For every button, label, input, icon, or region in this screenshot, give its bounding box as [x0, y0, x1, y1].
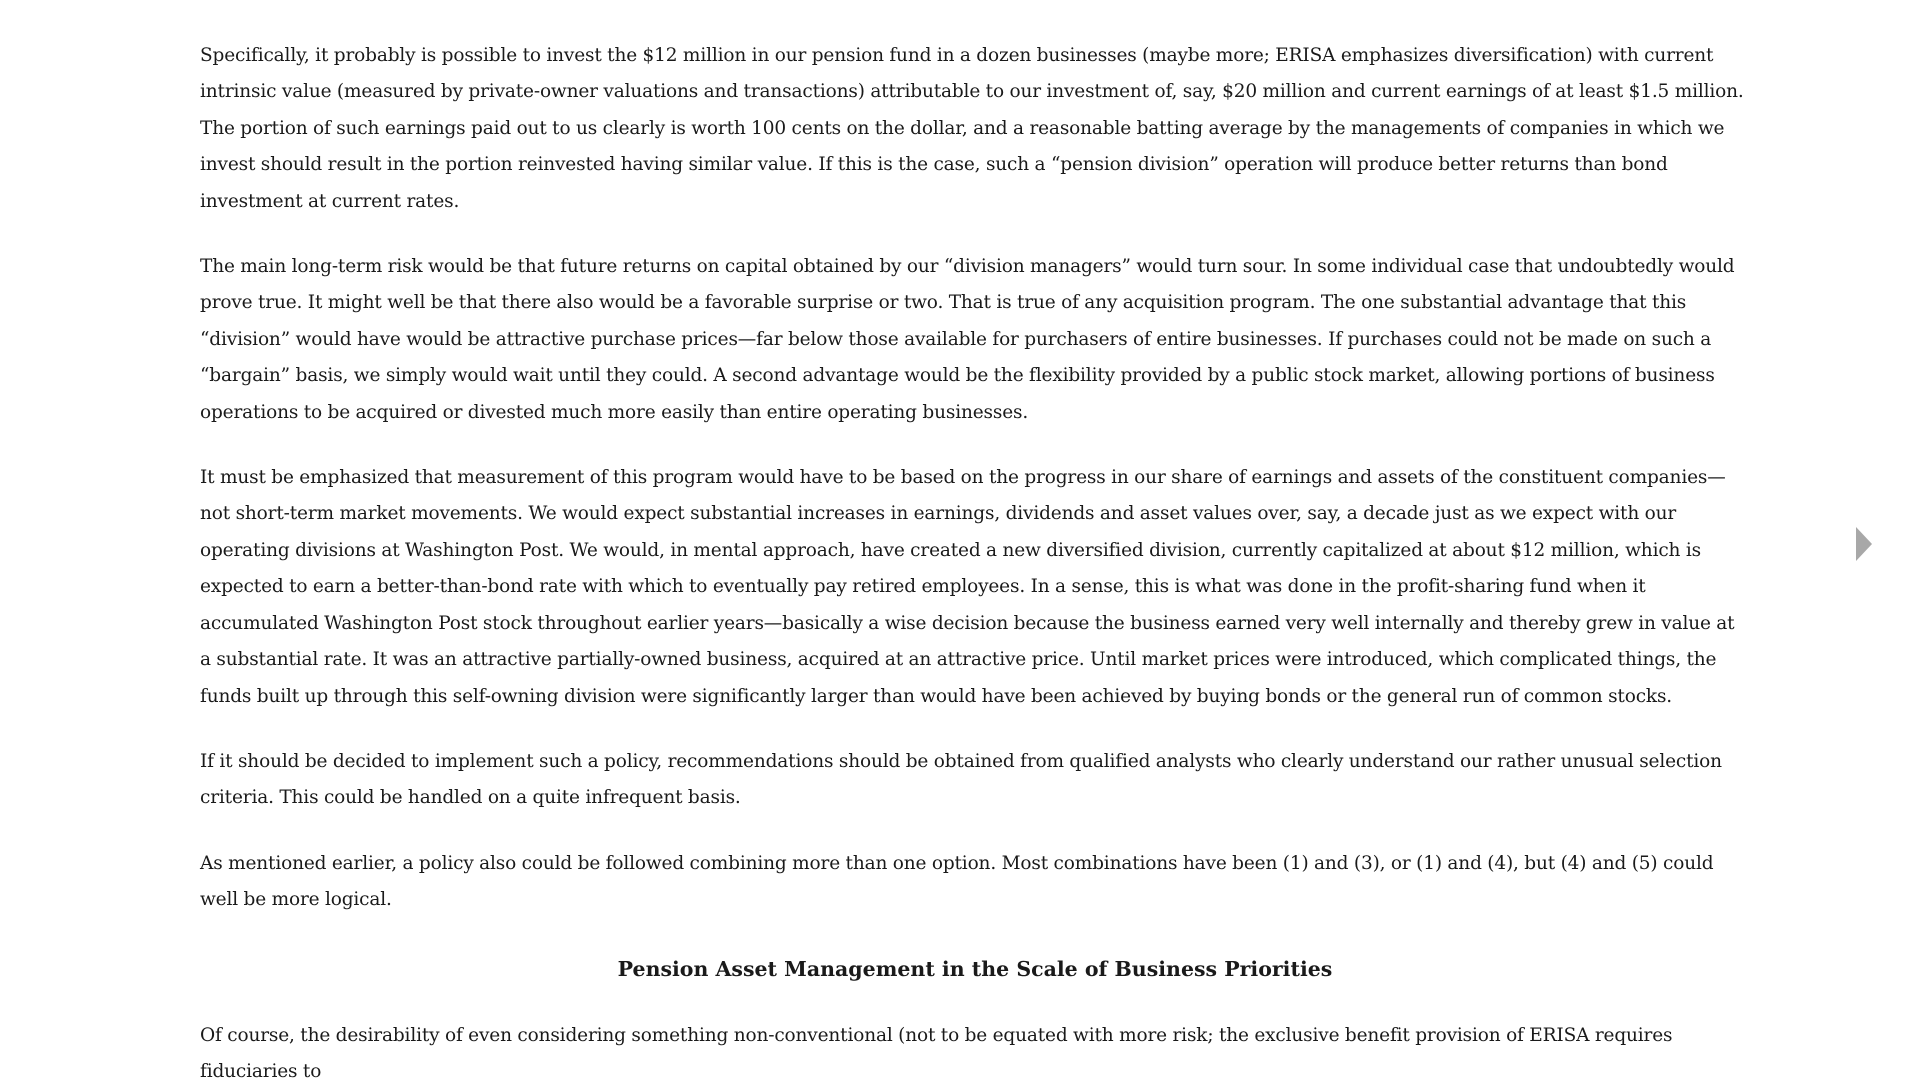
paragraph-1: Specifically, it probably is possible to invest the $12 million in our pension fund in a dozen businesses (maybe more; ERISA emphasizes diversification) with current intrinsic value (measured by private-owner valuations and transactions) attributable to our investment of, say, $20 million and current earnings of at least $1.5 million. The portion of such earnings paid out to us clearly is worth 100 cents on the dollar, and a reasonable batting average by the managements of companies in which we invest should result in the portion reinvested having similar value. If this is the case, such a “pension division” operation will produce better returns than bond investment at current rates.	[200, 45, 1744, 212]
paragraph-3: It must be emphasized that measurement of this program would have to be based on the progress in our share of earnings and assets of the constituent companies—not short-term market movements. We would expect substantial increases in earnings, dividends and asset values over, say, a decade just as we expect with our operating divisions at Washington Post. We would, in mental approach, have created a new diversified division, currently capitalized at about $12 million, which is expected to earn a better-than-bond rate with which to eventually pay retired employees. In a sense, this is what was done in the profit-sharing fund when it accumulated Washington Post stock throughout earlier years—basically a wise decision because the business earned very well internally and thereby grew in value at a substantial rate. It was an attractive partially-owned business, acquired at an attractive price. Until market prices were introduced, which complicated things, the funds built up through this self-owning division were significantly larger than would have been achieved by buying bonds or the general run of common stocks.	[200, 467, 1735, 707]
paragraph-4: If it should be decided to implement such a policy, recommendations should be obtained from qualified analysts who clearly understand our rather unusual selection criteria. This could be handled on a quite infrequent basis.	[200, 750, 1722, 809]
paragraph-6: Of course, the desirability of even considering something non-conventional (not to be equated with more risk; the exclusive benefit provision of ERISA requires fiduciaries to	[200, 1024, 1673, 1080]
section-heading: Pension Asset Management in the Scale of Business Priorities	[617, 956, 1333, 981]
paragraph-5: As mentioned earlier, a policy also could be followed combining more than one option. Most combinations have been (1) and (3), or (1) and (4), but (4) and (5) could well be more logical.	[200, 852, 1714, 911]
paragraph-2: The main long-term risk would be that future returns on capital obtained by our “division managers” would turn sour. In some individual case that undoubtedly would prove true. It might well be that there also would be a favorable surprise or two. That is true of any acquisition program. The one substantial advantage that this “division” would have would be attractive purchase prices—far below those available for purchasers of entire businesses. If purchases could not be made on such a “bargain” basis, we simply would wait until they could. A second advantage would be the flexibility provided by a public stock market, allowing portions of business operations to be acquired or divested much more easily than entire operating businesses.	[200, 256, 1735, 423]
reader-content	[200, 38, 1750, 1080]
next-page-icon[interactable]	[1856, 527, 1872, 561]
